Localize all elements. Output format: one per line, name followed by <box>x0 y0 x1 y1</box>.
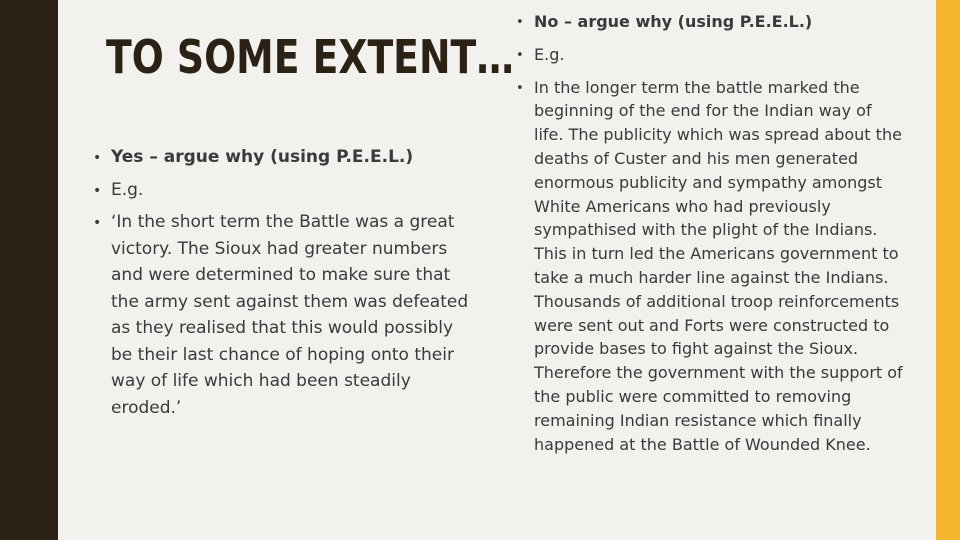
list-item <box>516 76 904 457</box>
bullet-icon: • <box>93 150 102 166</box>
slide-title: TO SOME EXTENT… <box>106 30 514 84</box>
bullet-icon: • <box>516 15 524 30</box>
bullet-icon: • <box>516 47 524 63</box>
bullet-icon: • <box>93 215 102 231</box>
list-item <box>93 144 471 171</box>
right-accent-strip <box>936 0 960 540</box>
list-item <box>93 177 471 204</box>
bullet-text: ‘In the short term the Battle was a great victory. The Sioux had greater numbers and were determined to make sure that the army sent against them was defeated as they realised that this would possibly be their last chance of hoping onto their way of life which had been steadily eroded.’ <box>111 212 469 418</box>
list-item <box>516 10 904 34</box>
list-item <box>93 209 471 421</box>
left-bullet-list <box>93 144 471 427</box>
list-item <box>516 43 904 67</box>
bullet-text: E.g. <box>111 179 144 200</box>
bullet-text: Yes – argue why (using P.E.E.L.) <box>111 147 414 167</box>
bullet-text: In the longer term the battle marked the beginning of the end for the Indian way of life. The publicity which was spread about the deaths of Custer and his men generated enormous publicity and sympathy amongst White Americans who had previously sympathised with the plight of the Indians. This in turn led the Americans government to take a much harder line against the Indians. Thousands of additional troop reinforcements were sent out and Forts were constructed to provide bases to fight against the Sioux. Therefore the government with the support of the public were committed to removing remaining Indian resistance which finally happened at the Battle of Wounded Knee. <box>534 77 903 454</box>
bullet-icon: • <box>93 182 102 199</box>
bullet-text: E.g. <box>534 44 565 64</box>
bullet-text: No – argue why (using P.E.E.L.) <box>534 12 813 31</box>
bullet-icon: • <box>516 80 524 96</box>
right-bullet-list <box>516 10 904 465</box>
left-accent-strip <box>0 0 58 540</box>
